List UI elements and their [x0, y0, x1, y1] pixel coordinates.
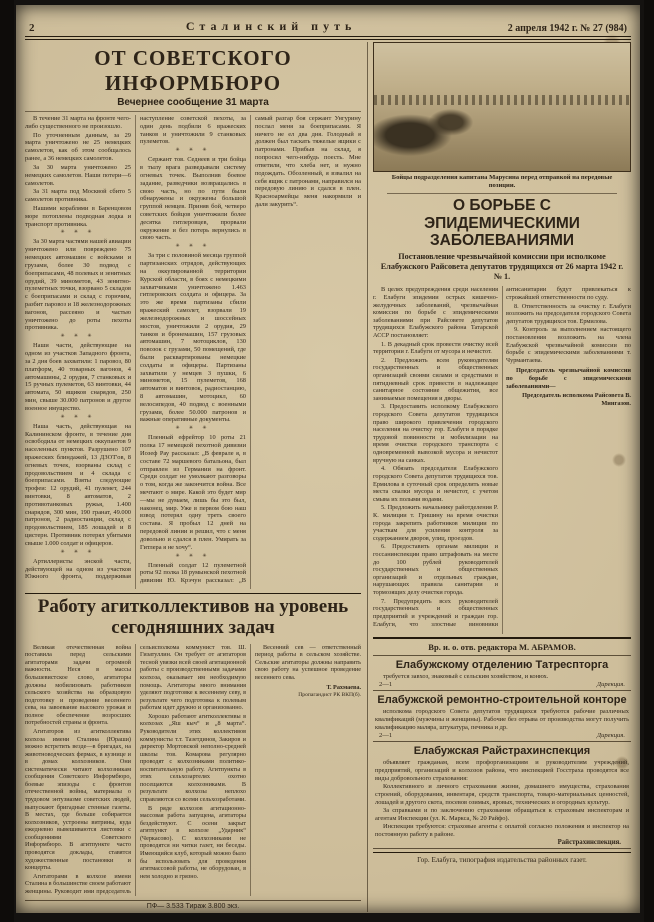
ad-footer	[373, 681, 631, 688]
paragraph: За справками и по заключению страхования обращаться к страховым инспекторам и агентам Инспекции (ул. К. Маркса, № 20 Райфо).	[375, 807, 629, 823]
paragraph: Пленный солдат 12 пулеметной роты 92 полка 18 румынской пехотной дивизии Ю. Крэчун рассказал: „В самый разгар боя сержант Унгурину послал меня за боеприпасами. Я ничего не ел два дня. Голодный я должен был таскать тяжелые ящики с патронами. Прибыв на склад, я попросил чего-нибудь поесть. Мне ответили, что хлеба нет, и нужно подождать. Обозленный, я взвалил на себя ящик с патронами, направился на передовую линию и сдался в плен. Красноармейцы меня накормили и дали закурить“.	[140, 115, 361, 585]
informbureau-body	[25, 115, 361, 589]
paragraph: ✳ ✳ ✳	[60, 414, 96, 420]
paragraph: В ряде колхозов агитационно-массовая работа запущена, агитаторы бездействуют. С осени закрыт агитпункт в колхозе „Ударник“ (Черкасово). С колхозниками не проводятся ни читки газет, ни беседы. Имеющийся клуб, который можно было бы использовать для проведения агитмассовой работы, не оборудован, в нем холодно и грязно.	[140, 804, 246, 880]
paragraph: Наша часть, действующая на Калининском фронте, в течение дня освободила от немецких оккупантов 9 населенных пунктов. Разрушено 107 вражеских блиндажей, 13 ДЗОТ'ов, 8 огневых точек, взорваны склад с продовольствием и 4 склада с боеприпасами. Взяты следующие трофеи: 12 орудий, 41 пулемет, 244 винтовки, 8 автоматов, 2 противотанковых ружья, 1.400 снарядов, 300 мин, 190 гранат, 49.000 патронов, 2 радиостанции, склад с продовольствием, 185 лошадей и 8 цистерн. Противник потерял убитыми свыше 1.000 солдат и офицеров.	[25, 422, 131, 547]
article-agit	[25, 593, 361, 896]
paragraph: 4. Обязать председателя Елабужского городского Совета депутатов трудящихся тов. Ермилова в суточный срок определить новые места свалки мусора и нечистот, с учетом смыва их полыми водами.	[373, 465, 498, 503]
paragraph: Коллективного и личного страхования жизни, домашнего имущества, страхования строений, оборудования, инвентаря, средств транспорта, товаро-материальных ценностей, лошадей и другого скота, посевов озимых, яровых, технических и огородных культур.	[375, 783, 629, 807]
paragraph: требуется завхоз, знакомый с сельским хозяйством, и конюх.	[383, 673, 549, 681]
paragraph: ✳ ✳ ✳	[60, 230, 96, 236]
paragraph: Сержант тов. Седнеев и три бойца в тылу врага разведывали систему огневых точек. Выполнив боевое задание, разведчики возвращались в свою часть, но по пути были обнаружены и окружены большой группой немцев. Приняв бой, четверо советских бойцов уничтожили более десятка гитлеровцев, прорвали окружение и без потерь вернулись в свою часть.	[140, 156, 246, 242]
informbureau-headline: ОТ СОВЕТСКОГО ИНФОРМБЮРО	[94, 46, 292, 95]
page-number: 2	[29, 22, 35, 34]
paragraph: ✳ ✳ ✳	[60, 334, 96, 340]
paragraph: 5. Предложить начальнику райотделения Р. К. милиции т. Гришину на время очистки города закрепить работников милиции по участкам для усиления контроля за содержанием дворов, улиц, проездов.	[373, 504, 498, 542]
article-epidemic	[373, 197, 631, 634]
ad-signoff: Дирекция.	[596, 681, 625, 689]
ad-note: 2—1	[379, 681, 393, 689]
paragraph: 8. Ответственность за очистку г. Елабуги возложить на председателя городского Совета депутатов трудящихся тов. Ермилова.	[506, 302, 631, 325]
paragraph: Великая отечественная война поставила перед сельскими агитаторами задачи огромной важности. Неся в массы большевистское слово, агитаторы должны мобилизовать работников сельского хозяйства на образцовую подготовку и проведение весеннего сева, на завоевание высокого урожая и полное обеспечение возросших потребностей страны и фронта.	[25, 643, 131, 727]
photo-caption: Бойцы подразделения капитана Марусина перед отправкой на передовые позиции.	[387, 174, 617, 194]
paragraph: Т. Рахмаева.	[326, 683, 361, 691]
paragraph: Нашими кораблями в Баренцовом море потоплены подводная лодка и транспорт противника.	[25, 204, 131, 228]
ad-remstroy	[373, 691, 631, 742]
ad-body	[375, 708, 629, 732]
paragraph: За 31 марта под Москвой сбито 5 самолетов противника.	[25, 188, 131, 204]
ad-signoff: Райстрахинспекция.	[557, 839, 621, 847]
paragraph: Председатель исполкома Райсовета В. Мингазов.	[522, 392, 631, 407]
paragraph: 9. Контроль за выполнением настоящего постановления возложить на члена Елабужской чрезвычайной комиссии по борьбе с эпидемическими заболеваниями т. Чурмантаева.	[506, 326, 631, 364]
paragraph: исполкома городского Совета депутатов трудящихся требуются рабочие различных квалификаций (мужчины и женщины). Рабочие без отрыва от производства могут получить квалификацию маляра, штукатура, печника и др.	[375, 708, 629, 732]
paragraph: Агитаторов из агитколлектива колхоза имени Сталина (Юраши) можно встретить везде—в бригадах, на животноводческих фермах, в кузнице и в домах колхозников. Они систематически читают колхозникам сообщения Советского Информбюро, боевые эпизоды с фронтов отечественной войны, материалы о трудовом энтузиазме советских людей, выпускают бригадные стенные газеты. В местах, где больше собирается колхозников, устроены витрины, куда ежедневно вывешиваются листовки с сообщениями Советского Информбюро. В агитпункте часто проводятся доклады, ставятся художественные постановки и концерты.	[25, 727, 131, 872]
epidemic-body	[373, 286, 631, 634]
epidemic-headline: О БОРЬБЕ С ЭПИДЕМИЧЕСКИМИ ЗАБОЛЕВАНИЯМИ	[424, 197, 580, 250]
newspaper-page	[16, 5, 640, 913]
paragraph: Хорошо работают агитколлективы в колхозах „Яш кыч“ и „8 марта“. Руководители этих коллективов коммунисты т.т. Тазетдинов, Закиров и директор Мортовской неполно-средней школы тов. Комарова регулярно проводят с колхозниками политико-воспитательную работу. Агитпункты в этих сельхозартелях охотно посещаются колхозниками. В результате колхозы неплохо справляются со всеми сельхозработами.	[140, 712, 246, 804]
paragraph: В целях предупреждения среди населения г. Елабуги эпидемии острых кишечно-желудочных заболеваний, чрезвычайная комиссия по борьбе с эпидемическими заболеваниями при Райсовете депутатов трудящихся Елабужского района Татарской АССР постановляет:	[373, 286, 498, 339]
left-column-region	[25, 42, 361, 912]
paragraph: ✳ ✳ ✳	[175, 244, 211, 250]
print-run-imprint: ПФ— 3.533 Тираж 3.800 экз.	[25, 900, 361, 912]
paragraph: По уточненным данным, за 29 марта уничтожено не 25 немецких самолетов, как об этом сообщалось ранее, а 36 немецких самолетов.	[25, 131, 131, 163]
ad-footer	[373, 732, 631, 739]
right-column-region	[367, 42, 631, 912]
paragraph: 7. Предупредить всех руководителей государственных и общественных предприятий и учреждений и граждан гор. Елабуги, что злостные виновники антисанитарии будут привлекаться к строжайшей ответственности по суду.	[373, 286, 631, 628]
ad-note: 2—1	[379, 732, 393, 740]
paragraph: В течение 31 марта на фронте чего-либо существенного не произошло.	[25, 115, 131, 130]
paragraph: Артиллеристы энской части, действующей на одном из участков Южного фронта, поддерживая наступление советской пехоты, за один день подбили 6 вражеских танков и уничтожили 9 станковых пулеметов.	[25, 115, 246, 581]
paragraph: ✳ ✳ ✳	[175, 148, 211, 154]
paragraph: объявляет гражданам, всем профорганизациям и руководителям учреждений, предприятий, организаций и колхозов района, что инспекцией Госстраха проводятся все виды добровольного страхования:	[375, 759, 629, 783]
ad-title: Елабужская Райстрахинспекция	[413, 745, 591, 758]
paragraph: 6. Предоставить органам милиции и госсанинспекции право штрафовать на месте до 100 рублей руководителей государственных и общественных организаций и отдельных граждан, нарушающих правила санитарии и тормозящих делу очистки города.	[373, 543, 498, 597]
issue-date: 2 апреля 1942 г. № 27 (984)	[507, 23, 627, 34]
paragraph: Пропагандист РК ВКП(б).	[298, 692, 361, 699]
paragraph: За три с половиной месяца группой партизанских отрядов, действующих на оккупированной территории Курской области, в боях с немецкими захватчиками уничтожено 1.463 гитлеровских солдата и офицера. За это же время партизаны сбили вражеский самолет, взорвали 19 железнодорожных и шоссейных мостов, уничтожили 2 орудия, 29 танков и бронемашин, 157 грузовых автомашин, 7 мотоциклов, 130 повозок с грузами, 50 помещений, где были расквартированы немецкие солдаты и офицеры. Партизаны захватили у немцев 3 пушки, 6 минометов, 15 пулеметов, 168 автоматов и винтовок, радиостанцию, 8 автомашин, мотоцикл, 60 велосипедов, 40 подвод с военными грузами, более 50.000 патронов и важные оперативные документы.	[140, 252, 246, 424]
article-informbureau	[25, 46, 361, 589]
ad-body	[375, 759, 629, 839]
ad-title: Елабужской ремонтно-строительной конторе	[377, 694, 627, 707]
paragraph: За 30 марта уничтожено 25 немецких самолетов. Наши потери—6 самолетов.	[25, 163, 131, 187]
informbureau-subhead: Вечернее сообщение 31 марта	[25, 97, 361, 112]
paragraph: Агитаторами в колхозе имени Сталина в большинстве своем работают женщины. Руководит ими председатель сельисполкома коммунист тов. Ш. Гизатуллин. Он требует от агитаторов тесной увязки всей своей агитационной работы с производственными задачами колхоза, оказывает им необходимую помощь. Агитаторы много внимания уделяют подготовке к весеннему севу, в результате чего подготовка к полевым работам идет дружно и организованно.	[25, 643, 246, 895]
paragraph: ✳ ✳ ✳	[175, 426, 211, 432]
photo-figure	[373, 42, 631, 194]
paragraph: Председатель чрезвычайной комиссии по борьбе с эпидемическими заболеваниями—	[506, 367, 631, 390]
paragraph: 2. Предложить всем руководителям государственных и общественных организаций своими силами и средствами в пятидневный срок привести в надлежащее санитарное состояние общежития, все занимаемые помещения и дворы.	[373, 356, 498, 402]
paragraph: 1. В декадный срок провести очистку всей территории г. Елабуги от мусора и нечистот.	[373, 340, 498, 356]
ad-body	[375, 673, 629, 681]
paragraph: За 30 марта частями нашей авиации уничтожено или повреждено 75 немецких автомашин с войсками и грузами, более 30 подвод с боеприпасами, 48 полевых и зенитных орудий, 39 минометов, 43 зенитно-пулеметных точки, взорвано 5 складов с боеприпасами и склад с горючим, разбит паровоз и 18 железнодорожных вагонов, рассеяно и частью уничтожено до роты пехоты противника.	[25, 238, 131, 332]
paragraph: Наши части, действующие на одном из участков Западного фронта, за 2 дня боев захватили: 1 паровоз, 80 платформ, 40 товарных вагонов, 4 автомашины, 2 орудия, 7 станковых и 15 ручных пулеметов, 63 винтовки, 44 автомата, 50 ящиков снарядов, 250 мин, свыше 30.000 патронов и другое военное имущество.	[25, 342, 131, 412]
ad-title: Елабужскому отделению Татреспторга	[395, 659, 609, 672]
editor-credit: Вр. и. о. отв. редактора М. АБРАМОВ.	[373, 637, 631, 656]
paragraph: ✳ ✳ ✳	[175, 553, 211, 559]
soldiers-photo	[373, 42, 631, 172]
epidemic-subhead: Постановление чрезвычайной комиссии при исполкоме Елабужского Райсовета депутатов трудящихся от 26 марта 1942 г. № 1.	[380, 251, 624, 282]
newspaper-title: Сталинский путь	[185, 19, 357, 33]
ad-raystrakh	[373, 742, 631, 849]
masthead	[25, 11, 631, 40]
agit-body	[25, 644, 361, 896]
paragraph: Пленный ефрейтор 10 роты 21 полка 17 немецкой пехотной дивизии Иозеф Рау рассказал: „В феврале я, в составе 72 маршевого батальона, был отправлен из Германии на фронт. Среди солдат не умолкают разговоры о том, когда же закончится война. Все мечтают о мире. Какой это будет мир—мы не думаем, лишь бы это был, наконец, мир. Уже в первом бою наш взвод потерял одну треть своего состава. Я пробыл 12 дней на передовой линии и решил, что с меня довольно и сдался в плен. Умирать за Гитлера я не хочу“.	[140, 434, 246, 551]
page-content	[25, 42, 631, 912]
ad-tatrestorg	[373, 656, 631, 691]
paragraph: 3. Предоставить исполкому Елабужского городского Совета депутатов трудящихся право широкого привлечения городского населения на очистку гор. Елабуги в порядке трудовой повинности и мобилизации на время очистки городского транспорта с одновременной вывозкой мусора и нечистот вручную на санках.	[373, 403, 498, 464]
typography-imprint: Гор. Елабуга, типография издательства районных газет.	[373, 852, 631, 867]
paragraph: ✳ ✳ ✳	[60, 549, 96, 555]
paragraph: Инспекции требуются: страховые агенты с оплатой согласно положения и инспектор на постоянную работу в районе.	[375, 823, 629, 839]
paragraph: Весенний сев — ответственный период работы в сельском хозяйстве. Сельские агитаторы должны направить свою работу на успешное проведение весеннего сева.	[255, 643, 361, 682]
agit-headline: Работу агитколлективов на уровень сегодняшних задач	[37, 596, 349, 638]
ad-signoff: Дирекция.	[596, 732, 625, 740]
